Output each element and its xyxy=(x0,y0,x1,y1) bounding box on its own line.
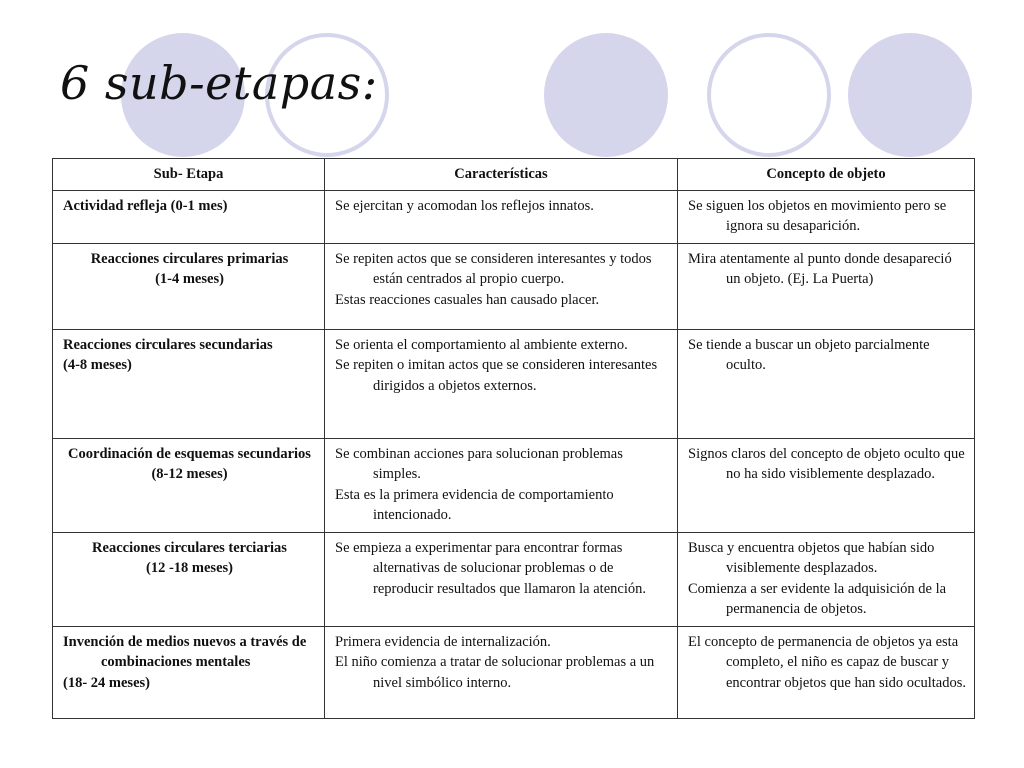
circle-filled-2 xyxy=(544,33,668,157)
stage-name: Reacciones circulares terciarias xyxy=(92,539,287,556)
concepto-cell xyxy=(678,532,975,626)
table-row xyxy=(53,329,975,438)
caracteristicas-cell xyxy=(325,243,678,329)
circle-outline-2 xyxy=(709,35,829,155)
caracteristica-line: Se orienta el comportamiento al ambiente externo. xyxy=(335,336,628,353)
stage-age: (4-8 meses) xyxy=(63,357,132,373)
header-sub-etapa: Sub- Etapa xyxy=(53,159,325,191)
stage-cell xyxy=(53,626,325,718)
caracteristica-line: Esta es la primera evidencia de comportamiento intencionado. xyxy=(335,486,614,523)
concepto-line: Se tiende a buscar un objeto parcialmente oculto. xyxy=(688,336,930,373)
concepto-line: Signos claros del concepto de objeto oculto que no ha sido visiblemente desplazado. xyxy=(688,445,965,482)
header-caracteristicas: Características xyxy=(325,159,678,191)
table-row xyxy=(53,626,975,718)
table-row xyxy=(53,438,975,532)
stage-age: (1-4 meses) xyxy=(155,271,224,287)
stage-name: Actividad refleja (0-1 mes) xyxy=(63,197,228,214)
stage-name: Invención de medios nuevos a través de combinaciones mentales xyxy=(63,633,307,670)
slide-title: 6 sub-etapas: xyxy=(60,56,378,110)
concepto-line: Busca y encuentra objetos que habían sido visiblemente desplazados. xyxy=(688,539,935,576)
stage-name: Reacciones circulares secundarias xyxy=(63,336,273,353)
stage-cell xyxy=(53,243,325,329)
concepto-line: El concepto de permanencia de objetos ya esta completo, el niño es capaz de buscar y encontrar objetos que han sido ocultados. xyxy=(688,633,966,691)
caracteristicas-cell xyxy=(325,626,678,718)
caracteristicas-cell xyxy=(325,532,678,626)
table-row xyxy=(53,243,975,329)
caracteristica-line: El niño comienza a tratar de solucionar problemas a un nivel simbólico interno. xyxy=(335,654,655,691)
stage-cell xyxy=(53,329,325,438)
stage-name: Reacciones circulares primarias xyxy=(90,250,289,267)
caracteristica-line: Se ejercitan y acomodan los reflejos innatos. xyxy=(335,197,594,214)
table-row xyxy=(53,190,975,243)
concepto-cell xyxy=(678,438,975,532)
caracteristica-line: Se empieza a experimentar para encontrar formas alternativas de solucionar problemas o de reproducir resultados que llamaron la atención. xyxy=(335,539,646,597)
concepto-line: Comienza a ser evidente la adquisición de la permanencia de objetos. xyxy=(688,580,947,617)
stage-cell xyxy=(53,438,325,532)
stage-age: (12 -18 meses) xyxy=(146,560,233,576)
caracteristicas-cell xyxy=(325,190,678,243)
concepto-cell xyxy=(678,329,975,438)
stage-age: (18- 24 meses) xyxy=(63,674,150,691)
concepto-line: Mira atentamente al punto donde desapareció un objeto. (Ej. La Puerta) xyxy=(688,250,952,287)
stage-cell xyxy=(53,532,325,626)
concepto-cell xyxy=(678,626,975,718)
circle-filled-3 xyxy=(848,33,972,157)
caracteristicas-cell xyxy=(325,329,678,438)
concepto-cell xyxy=(678,243,975,329)
stages-table xyxy=(52,158,975,719)
stage-cell xyxy=(53,190,325,243)
caracteristica-line: Estas reacciones casuales han causado placer. xyxy=(335,291,600,308)
stage-name: Coordinación de esquemas secundarios xyxy=(68,445,311,462)
caracteristica-line: Se repiten o imitan actos que se consideren interesantes dirigidos a objetos externos. xyxy=(335,357,658,394)
caracteristica-line: Se combinan acciones para solucionan problemas simples. xyxy=(335,445,623,482)
caracteristica-line: Se repiten actos que se consideren interesantes y todos están centrados al propio cuerpo. xyxy=(335,250,652,287)
table-header-row xyxy=(53,159,975,191)
table-row xyxy=(53,532,975,626)
concepto-line: Se siguen los objetos en movimiento pero se ignora su desaparición. xyxy=(688,197,947,234)
caracteristicas-cell xyxy=(325,438,678,532)
concepto-cell xyxy=(678,190,975,243)
caracteristica-line: Primera evidencia de internalización. xyxy=(335,633,551,650)
header-concepto-objeto: Concepto de objeto xyxy=(678,159,975,191)
stage-age: (8-12 meses) xyxy=(151,466,228,482)
